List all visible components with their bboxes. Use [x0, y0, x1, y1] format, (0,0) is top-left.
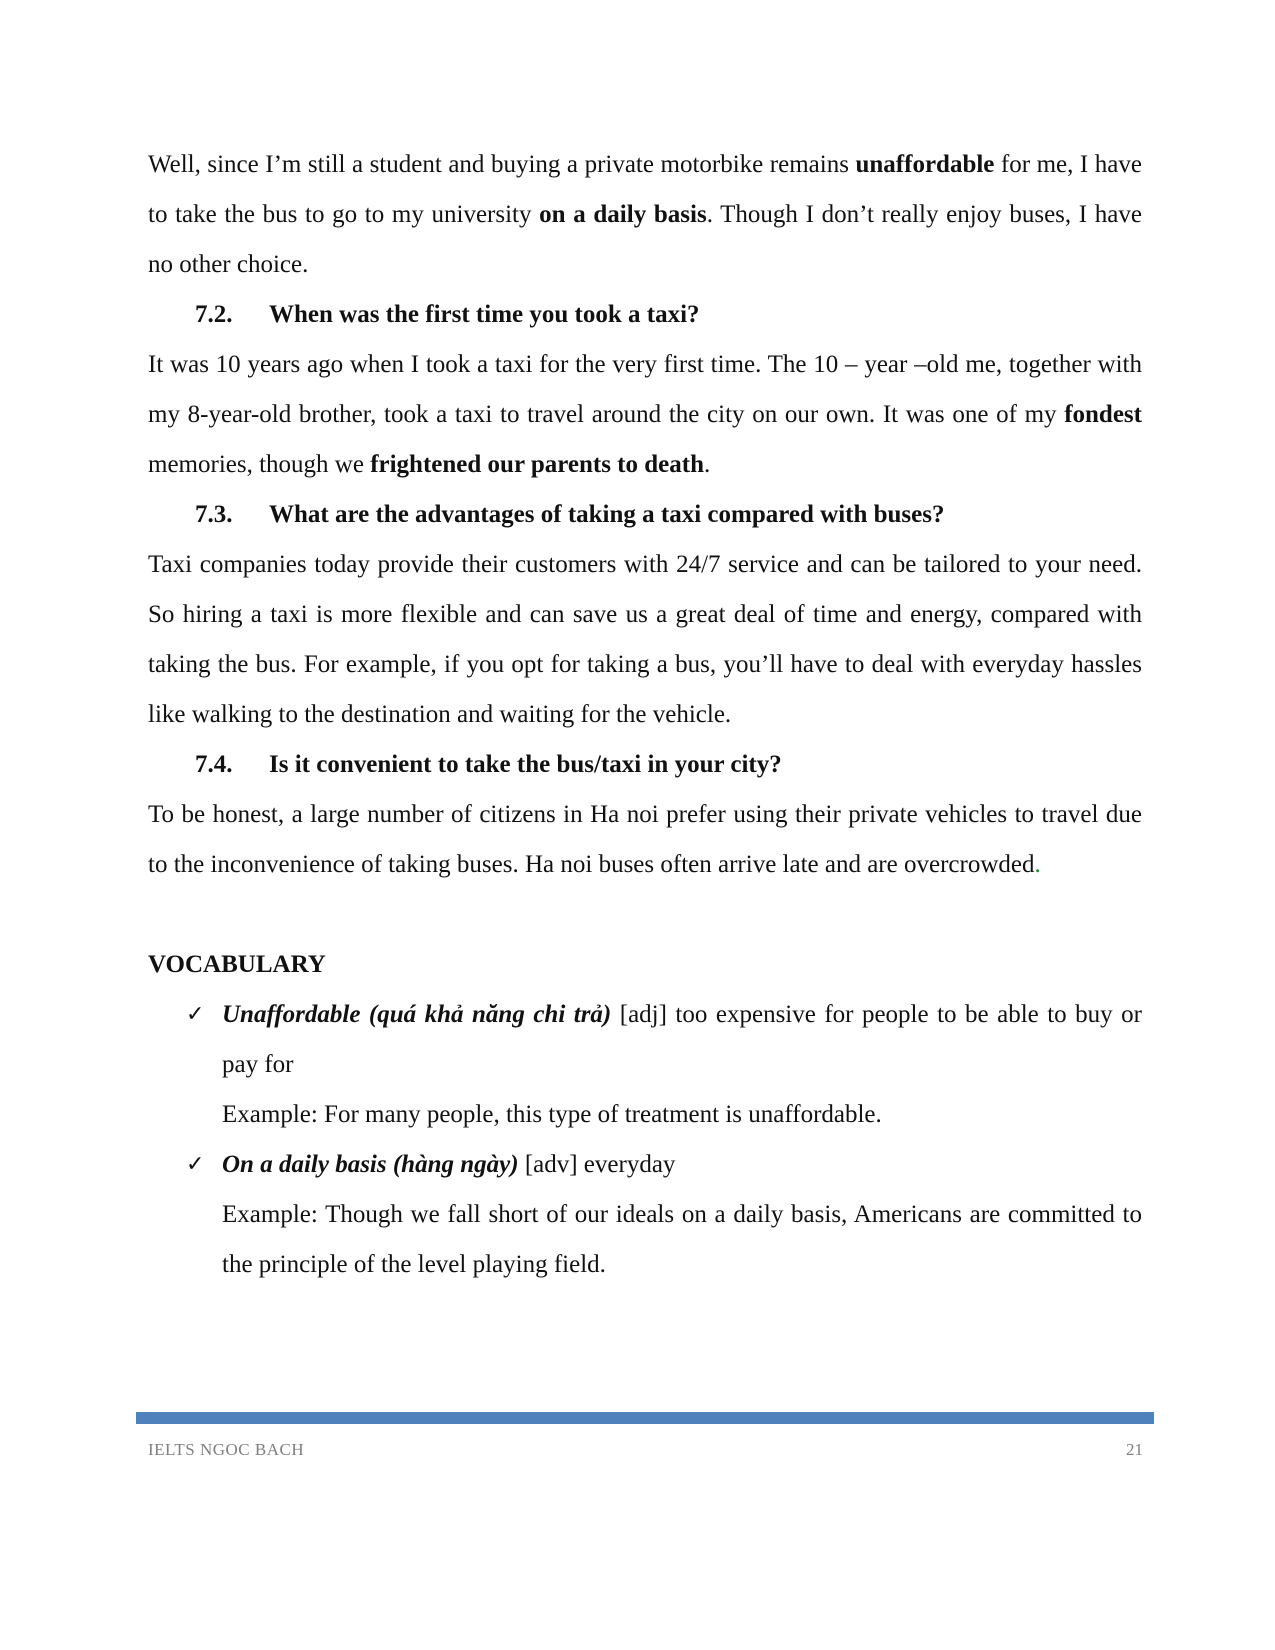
vocab-example: Example: Though we fall short of our ideals on a daily basis, Americans are committed to the principle of the level playing field.: [222, 1201, 1142, 1278]
answer-7-1: Well, since I’m still a student and buying a private motorbike remains unaffordable for me, I have to take the bus to go to my university on a daily basis. Though I don’t really enjoy buses, I have no other choice.: [148, 151, 1142, 278]
vocab-highlight-frightened: frightened our parents to death: [370, 451, 704, 478]
question-7-4: [148, 740, 1142, 790]
vocab-definition: [adj] too expensive for people to be able to buy or pay for: [222, 1001, 1142, 1078]
answer-7-3: Taxi companies today provide their customers with 24/7 service and can be tailored to your need. So hiring a taxi is more flexible and can save us a great deal of time and energy, compared with taking the bus. For example, if you opt for taking a bus, you’ll have to deal with everyday hassles like walking to the destination and waiting for the vehicle.: [148, 551, 1142, 728]
vocab-definition: [adv] everyday: [518, 1151, 676, 1178]
vocabulary-heading: VOCABULARY: [148, 951, 326, 978]
vocab-example: Example: For many people, this type of treatment is unaffordable.: [222, 1101, 882, 1128]
answer-7-2: It was 10 years ago when I took a taxi for the very first time. The 10 – year –old me, together with my 8-year-old brother, took a taxi to travel around the city on our own. It was one of my fondest memories, though we frightened our parents to death.: [148, 351, 1142, 478]
vocab-highlight-daily-basis: on a daily basis: [539, 201, 707, 228]
footer-divider: [136, 1412, 1154, 1424]
vocab-highlight-unaffordable: unaffordable: [855, 151, 995, 178]
question-text: What are the advantages of taking a taxi compared with buses?: [269, 501, 945, 528]
page-number: 21: [1126, 1440, 1143, 1459]
vocab-highlight-fondest: fondest: [1064, 401, 1142, 428]
vocab-item-daily-basis: [148, 1140, 1142, 1290]
question-text: Is it convenient to take the bus/taxi in your city?: [269, 751, 782, 778]
question-7-3: [148, 490, 1142, 540]
question-number: 7.4.: [195, 751, 233, 778]
question-number: 7.3.: [195, 501, 233, 528]
checkmark-icon: ✓: [186, 1002, 205, 1027]
vocab-item-unaffordable: [148, 990, 1142, 1140]
question-7-2: [148, 290, 1142, 340]
question-number: 7.2.: [195, 301, 233, 328]
checkmark-icon: ✓: [186, 1152, 205, 1177]
vocab-term: Unaffordable (quá khả năng chi trả): [222, 1001, 612, 1028]
footer-brand: IELTS NGOC BACH: [148, 1440, 305, 1459]
vocab-term: On a daily basis (hàng ngày): [222, 1151, 519, 1178]
question-text: When was the first time you took a taxi?: [269, 301, 700, 328]
page-content: [148, 140, 1142, 1290]
answer-7-4: To be honest, a large number of citizens in Ha noi prefer using their private vehicles to travel due to the inconvenience of taking buses. Ha noi buses often arrive late and are overcrowded.: [148, 801, 1142, 878]
